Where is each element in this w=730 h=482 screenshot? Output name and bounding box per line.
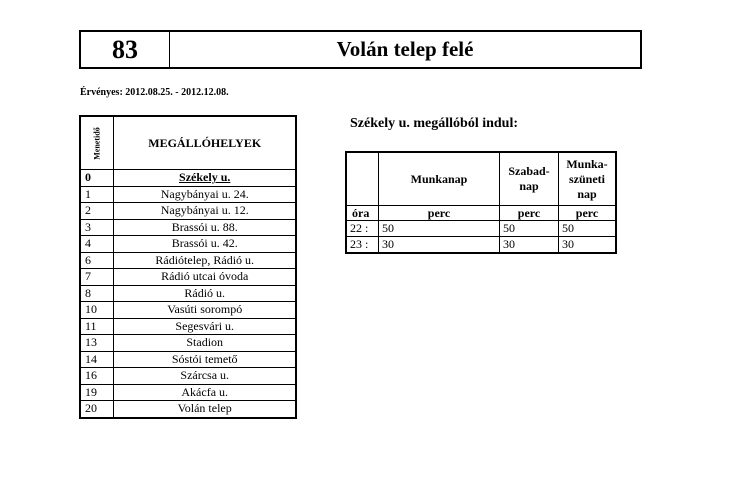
stop-travel-time: 11 xyxy=(80,318,114,335)
stop-name: Nagybányai u. 12. xyxy=(114,203,296,220)
stop-travel-time: 0 xyxy=(80,170,114,187)
stop-name: Stadion xyxy=(114,335,296,352)
stop-travel-time: 1 xyxy=(80,186,114,203)
minute-unit-workday: perc xyxy=(379,206,500,221)
stop-name: Vasúti sorompó xyxy=(114,302,296,319)
departure-row xyxy=(346,221,616,237)
hour-header-blank xyxy=(346,152,379,206)
holiday-header: Munka- szüneti nap xyxy=(559,152,617,206)
stop-name: Szárcsa u. xyxy=(114,368,296,385)
departure-table xyxy=(345,151,617,254)
stop-row xyxy=(80,285,296,302)
route-number: 83 xyxy=(81,32,170,67)
stop-row xyxy=(80,203,296,220)
stop-travel-time: 10 xyxy=(80,302,114,319)
stop-row xyxy=(80,335,296,352)
departure-hour: 23 : xyxy=(346,237,379,254)
route-destination: Volán telep felé xyxy=(336,37,474,61)
stop-name: Sóstói temető xyxy=(114,351,296,368)
stop-row xyxy=(80,384,296,401)
departure-saturday: 30 xyxy=(500,237,559,254)
stop-travel-time: 6 xyxy=(80,252,114,269)
stop-name: Brassói u. 88. xyxy=(114,219,296,236)
departure-workday: 30 xyxy=(379,237,500,254)
travel-time-header: Menetidő xyxy=(80,116,114,170)
stop-name: Segesvári u. xyxy=(114,318,296,335)
stop-row xyxy=(80,219,296,236)
stop-travel-time: 20 xyxy=(80,401,114,418)
stop-row xyxy=(80,252,296,269)
stop-travel-time: 7 xyxy=(80,269,114,286)
stop-travel-time: 2 xyxy=(80,203,114,220)
stop-row xyxy=(80,269,296,286)
stop-row xyxy=(80,351,296,368)
departure-hour: 22 : xyxy=(346,221,379,237)
stop-name: Székely u. xyxy=(114,170,296,187)
departure-saturday: 50 xyxy=(500,221,559,237)
workday-header: Munkanap xyxy=(379,152,500,206)
stop-row xyxy=(80,170,296,187)
stop-name: Nagybányai u. 24. xyxy=(114,186,296,203)
stop-name: Volán telep xyxy=(114,401,296,418)
stop-row xyxy=(80,368,296,385)
stop-name: Rádiótelep, Rádió u. xyxy=(114,252,296,269)
stops-header: MEGÁLLÓHELYEK xyxy=(114,116,296,170)
saturday-header: Szabad- nap xyxy=(500,152,559,206)
stops-table-header xyxy=(80,116,296,170)
stop-travel-time: 3 xyxy=(80,219,114,236)
validity-period: Érvényes: 2012.08.25. - 2012.12.08. xyxy=(80,87,229,98)
stop-travel-time: 4 xyxy=(80,236,114,253)
minute-unit-holiday: perc xyxy=(559,206,617,221)
hour-unit: óra xyxy=(346,206,379,221)
departure-holiday: 30 xyxy=(559,237,617,254)
unit-row xyxy=(346,206,616,221)
departure-holiday: 50 xyxy=(559,221,617,237)
stop-name: Rádió utcai óvoda xyxy=(114,269,296,286)
stop-row xyxy=(80,186,296,203)
stop-row xyxy=(80,318,296,335)
stops-table xyxy=(79,115,297,419)
departure-table-header xyxy=(346,152,616,206)
stop-name: Brassói u. 42. xyxy=(114,236,296,253)
stop-row xyxy=(80,401,296,418)
stop-name: Rádió u. xyxy=(114,285,296,302)
stop-travel-time: 14 xyxy=(80,351,114,368)
route-header xyxy=(79,30,642,69)
stop-name: Akácfa u. xyxy=(114,384,296,401)
stop-row xyxy=(80,236,296,253)
stop-travel-time: 13 xyxy=(80,335,114,352)
departure-row xyxy=(346,237,616,254)
stop-travel-time: 19 xyxy=(80,384,114,401)
start-stop-title: Székely u. megállóból indul: xyxy=(350,116,519,131)
minute-unit-saturday: perc xyxy=(500,206,559,221)
stop-row xyxy=(80,302,296,319)
departure-workday: 50 xyxy=(379,221,500,237)
stop-travel-time: 16 xyxy=(80,368,114,385)
stop-travel-time: 8 xyxy=(80,285,114,302)
